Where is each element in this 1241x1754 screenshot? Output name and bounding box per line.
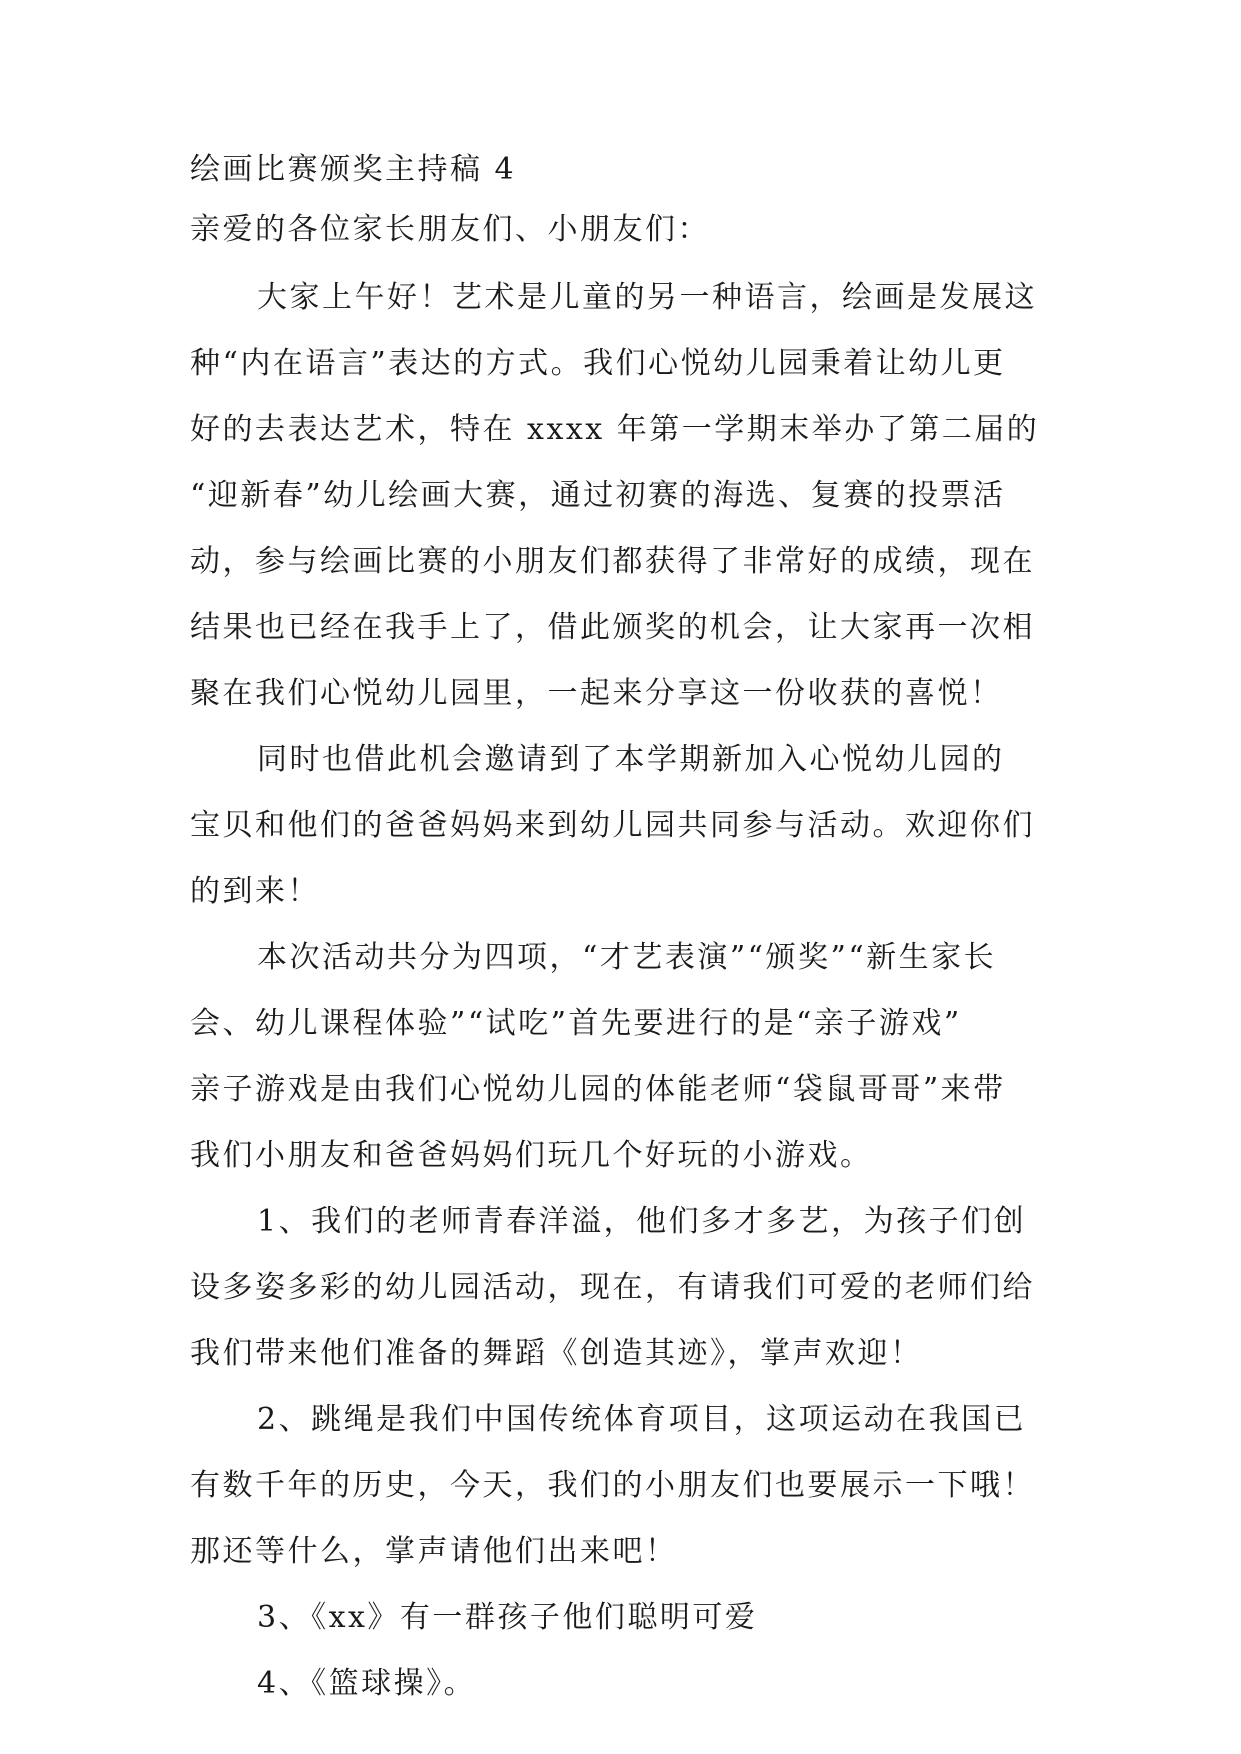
- paragraph-line: 同时也借此机会邀请到了本学期新加入心悦幼儿园的: [257, 742, 1005, 777]
- paragraph-line: 亲子游戏是由我们心悦幼儿园的体能老师“袋鼠哥哥”来带: [190, 1072, 1006, 1107]
- paragraph-line: 会、幼儿课程体验”“试吃”首先要进行的是“亲子游戏”: [190, 1006, 962, 1041]
- paragraph-line: 好的去表达艺术，特在 xxxx 年第一学期末举办了第二届的: [190, 412, 1040, 447]
- paragraph-line: 本次活动共分为四项，“才艺表演”“颁奖”“新生家长: [257, 940, 997, 975]
- paragraph-line: 种“内在语言”表达的方式。我们心悦幼儿园秉着让幼儿更: [190, 346, 1006, 381]
- paragraph-line: 大家上午好！艺术是儿童的另一种语言，绘画是发展这: [257, 280, 1037, 315]
- paragraph-line: 的到来！: [190, 874, 320, 909]
- greeting-line: 亲爱的各位家长朋友们、小朋友们：: [190, 212, 710, 247]
- document-title: 绘画比赛颁奖主持稿 4: [190, 152, 517, 187]
- paragraph-line: 聚在我们心悦幼儿园里，一起来分享这一份收获的喜悦！: [190, 676, 1003, 711]
- paragraph-line: 那还等什么，掌声请他们出来吧！: [190, 1534, 678, 1569]
- paragraph-line: “迎新春”幼儿绘画大赛，通过初赛的海选、复赛的投票活: [190, 478, 1006, 513]
- paragraph-line: 4、《篮球操》。: [257, 1666, 477, 1701]
- paragraph-line: 我们带来他们准备的舞蹈《创造其迹》，掌声欢迎！: [190, 1336, 923, 1371]
- paragraph-line: 2、跳绳是我们中国传统体育项目，这项运动在我国已: [257, 1402, 1027, 1437]
- paragraph-line: 我们小朋友和爸爸妈妈们玩几个好玩的小游戏。: [190, 1138, 873, 1173]
- paragraph-line: 动，参与绘画比赛的小朋友们都获得了非常好的成绩，现在: [190, 544, 1035, 579]
- paragraph-line: 3、《xx》有一群孩子他们聪明可爱: [257, 1600, 758, 1635]
- paragraph-line: 宝贝和他们的爸爸妈妈来到幼儿园共同参与活动。欢迎你们: [190, 808, 1035, 843]
- paragraph-line: 设多姿多彩的幼儿园活动，现在，有请我们可爱的老师们给: [190, 1270, 1035, 1305]
- paragraph-line: 结果也已经在我手上了，借此颁奖的机会，让大家再一次相: [190, 610, 1035, 645]
- paragraph-line: 1、我们的老师青春洋溢，他们多才多艺，为孩子们创: [257, 1204, 1027, 1239]
- paragraph-line: 有数千年的历史，今天，我们的小朋友们也要展示一下哦！: [190, 1468, 1035, 1503]
